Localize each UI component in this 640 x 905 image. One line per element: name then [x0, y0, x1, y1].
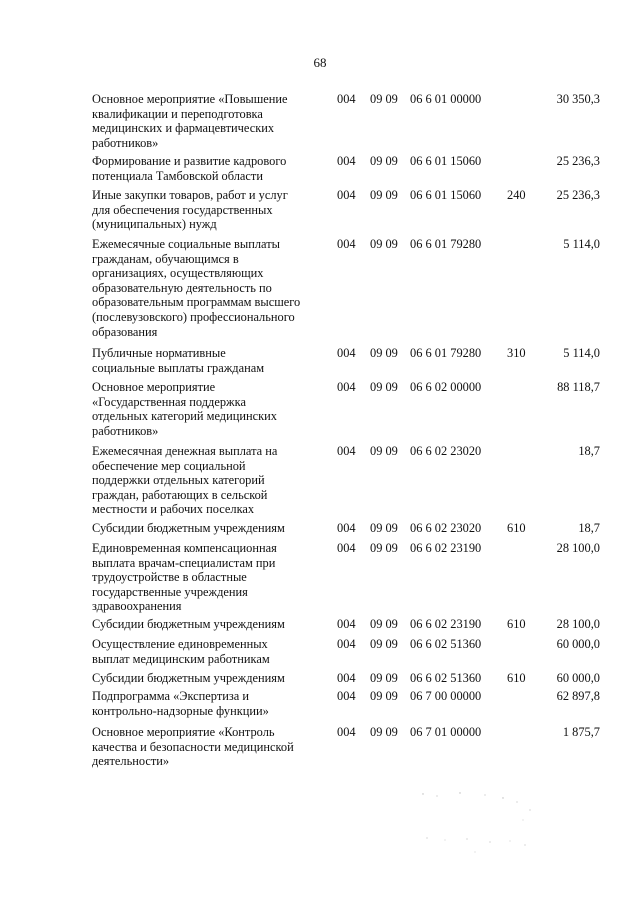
row-name: Иные закупки товаров, работ и услуг для обеспечения государственных (муниципальных) нужд [92, 188, 288, 232]
ministry-code: 004 [337, 346, 356, 360]
amount: 18,7 [578, 521, 600, 535]
section-code: 09 09 [370, 637, 398, 651]
section-code: 09 09 [370, 617, 398, 631]
section-code: 09 09 [370, 689, 398, 703]
amount: 28 100,0 [556, 541, 600, 555]
expense-type-code: 610 [507, 521, 526, 535]
ministry-code: 004 [337, 617, 356, 631]
amount: 5 114,0 [563, 346, 600, 360]
row-name: Субсидии бюджетным учреждениям [92, 521, 285, 535]
row-name: Основное мероприятие «Государственная поддержка отдельных категорий медицинских работников» [92, 380, 277, 438]
target-article-code: 06 6 01 15060 [410, 154, 482, 168]
expense-type-code: 310 [507, 346, 526, 360]
target-article-code: 06 6 02 23020 [410, 521, 482, 535]
target-article-code: 06 6 02 23020 [410, 444, 482, 458]
amount: 25 236,3 [556, 188, 600, 202]
row-name: Основное мероприятие «Повышение квалификации и переподготовка медицинских и фармацевтических работников» [92, 92, 288, 150]
target-article-code: 06 6 02 51360 [410, 671, 482, 685]
section-code: 09 09 [370, 188, 398, 202]
scan-artifact-marks [415, 790, 535, 860]
amount: 28 100,0 [556, 617, 600, 631]
amount: 30 350,3 [556, 92, 600, 106]
target-article-code: 06 6 01 00000 [410, 92, 482, 106]
row-name: Публичные нормативные социальные выплаты гражданам [92, 346, 265, 375]
section-code: 09 09 [370, 444, 398, 458]
amount: 25 236,3 [556, 154, 600, 168]
row-name: Субсидии бюджетным учреждениям [92, 617, 285, 631]
ministry-code: 004 [337, 154, 356, 168]
section-code: 09 09 [370, 671, 398, 685]
ministry-code: 004 [337, 689, 356, 703]
ministry-code: 004 [337, 92, 356, 106]
target-article-code: 06 6 02 51360 [410, 637, 482, 651]
target-article-code: 06 6 02 00000 [410, 380, 482, 394]
ministry-code: 004 [337, 725, 356, 739]
section-code: 09 09 [370, 521, 398, 535]
target-article-code: 06 6 01 79280 [410, 346, 482, 360]
amount: 62 897,8 [556, 689, 600, 703]
ministry-code: 004 [337, 237, 356, 251]
section-code: 09 09 [370, 380, 398, 394]
ministry-code: 004 [337, 521, 356, 535]
row-name: Ежемесячные социальные выплаты гражданам, обучающимся в организациях, осуществляющих образовательную деятельность по образовательным программам высшего (послевузовского) профессионального образования [92, 237, 301, 339]
section-code: 09 09 [370, 541, 398, 555]
ministry-code: 004 [337, 188, 356, 202]
row-name: Ежемесячная денежная выплата на обеспечение мер социальной поддержки отдельных категорий граждан, работающих в сельской местности и рабочих поселках [92, 444, 278, 517]
ministry-code: 004 [337, 380, 356, 394]
amount: 60 000,0 [556, 637, 600, 651]
ministry-code: 004 [337, 444, 356, 458]
section-code: 09 09 [370, 346, 398, 360]
section-code: 09 09 [370, 154, 398, 168]
section-code: 09 09 [370, 237, 398, 251]
row-name: Субсидии бюджетным учреждениям [92, 671, 285, 685]
expense-type-code: 240 [507, 188, 526, 202]
amount: 18,7 [578, 444, 600, 458]
amount: 88 118,7 [557, 380, 600, 394]
section-code: 09 09 [370, 725, 398, 739]
target-article-code: 06 7 01 00000 [410, 725, 482, 739]
target-article-code: 06 6 01 15060 [410, 188, 482, 202]
row-name: Единовременная компенсационная выплата врачам-специалистам при трудоустройстве в областные государственные учреждения здравоохранения [92, 541, 277, 614]
row-name: Формирование и развитие кадрового потенциала Тамбовской области [92, 154, 287, 183]
expense-type-code: 610 [507, 617, 526, 631]
section-code: 09 09 [370, 92, 398, 106]
target-article-code: 06 6 02 23190 [410, 541, 482, 555]
row-name: Подпрограмма «Экспертиза и контрольно-надзорные функции» [92, 689, 269, 718]
amount: 60 000,0 [556, 671, 600, 685]
amount: 1 875,7 [562, 725, 600, 739]
target-article-code: 06 6 02 23190 [410, 617, 482, 631]
row-name: Осуществление единовременных выплат медицинским работникам [92, 637, 270, 666]
expense-type-code: 610 [507, 671, 526, 685]
ministry-code: 004 [337, 671, 356, 685]
ministry-code: 004 [337, 637, 356, 651]
row-name: Основное мероприятие «Контроль качества и безопасности медицинской деятельности» [92, 725, 294, 769]
amount: 5 114,0 [563, 237, 600, 251]
page-number: 68 [313, 55, 327, 70]
ministry-code: 004 [337, 541, 356, 555]
target-article-code: 06 6 01 79280 [410, 237, 482, 251]
target-article-code: 06 7 00 00000 [410, 689, 482, 703]
